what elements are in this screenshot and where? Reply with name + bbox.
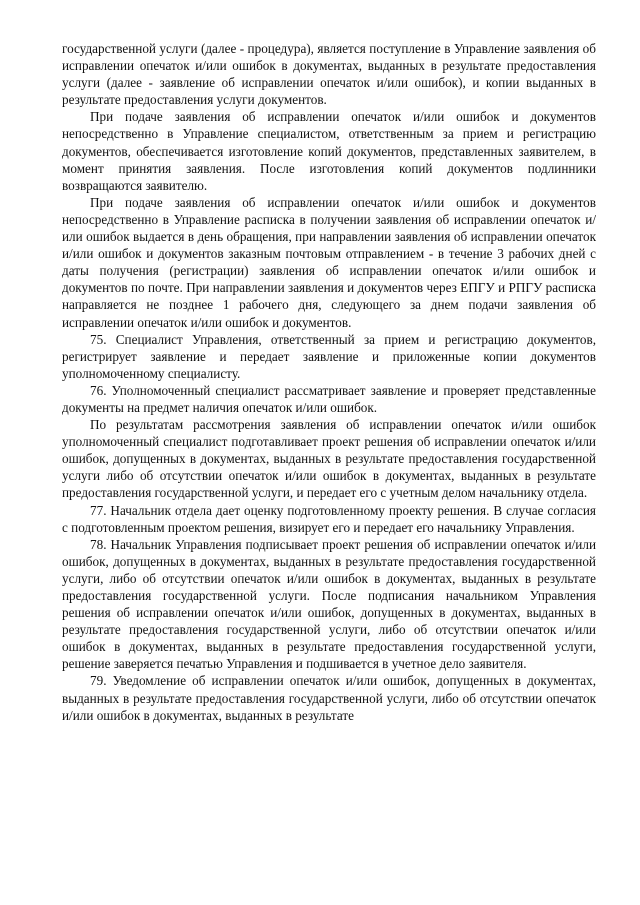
paragraph-item-79: 79. Уведомление об исправлении опечаток и/или ошибок, допущенных в документах, выданных в результате предоставления государственной услуги, либо об отсутствии опечаток и/или ошибок в документах, выданных в результате — [62, 673, 596, 723]
paragraph-item-77: 77. Начальник отдела дает оценку подготовленному проекту решения. В случае согласия с подготовленным проектом решения, визирует его и передает его начальнику Управления. — [62, 502, 596, 535]
paragraph-review-results: По результатам рассмотрения заявления об исправлении опечаток и/или ошибок уполномоченный специалист подготавливает проект решения об исправлении опечаток и/или ошибок, допущенных в документах, выданных в результате предоставления государственной услуги либо об отсутствии опечаток и/или ошибок в документах, выданных в результате предоставления государственной услуги, и передает его с учетным делом начальнику отдела. — [62, 417, 596, 501]
paragraph-continuation: государственной услуги (далее - процедура), является поступление в Управление заявления об исправлении опечаток и/или ошибок в документах, выданных в результате предоставления услуги (далее - заявление об исправлении опечаток и/или ошибок), и копии выданных в результате предоставления услуги документов. — [62, 41, 596, 108]
paragraph-receipt: При подаче заявления об исправлении опечаток и/или ошибок и документов непосредственно в Управление расписка в получении заявления об исправлении опечаток и/или ошибок выдается в день обращения, при направлении заявления об исправлении опечаток и/или ошибок и документов заказным почтовым отправлением - в течение 3 рабочих дней с даты получения (регистрации) заявления об исправлении опечаток и/или ошибок и документов по почте. При направлении заявления и документов через ЕПГУ и РПГУ расписка направляется не позднее 1 рабочего дня, следующего за днем подачи заявления об исправлении опечаток и/или ошибок и документов. — [62, 194, 596, 330]
paragraph-item-78: 78. Начальник Управления подписывает проект решения об исправлении опечаток и/или ошибок, допущенных в документах, выданных в результате предоставления государственной услуги, либо об отсутствии опечаток и/или ошибок в документах, выданных в результате предоставления государственной услуги. После подписания начальником Управления решения об исправлении опечаток и/или ошибок, допущенных в документах, выданных в результате предоставления государственной услуги, либо об отсутствии опечаток и/или ошибок в документах, выданных в результате предоставления государственной услуги, решение заверяется печатью Управления и подшивается в учетное дело заявителя. — [62, 536, 596, 672]
paragraph-copies: При подаче заявления об исправлении опечаток и/или ошибок и документов непосредственно в Управление специалистом, ответственным за прием и регистрацию документов, обеспечивается изготовление копий документов, представленных заявителем, в момент принятия заявления. После изготовления копий документов подлинники возвращаются заявителю. — [62, 109, 596, 193]
paragraph-item-75: 75. Специалист Управления, ответственный за прием и регистрацию документов, регистрирует заявление и передает заявление и приложенные копии документов уполномоченному специалисту. — [62, 331, 596, 381]
paragraph-item-76: 76. Уполномоченный специалист рассматривает заявление и проверяет представленные документы на предмет наличия опечаток и/или ошибок. — [62, 382, 596, 415]
document-page — [62, 40, 596, 724]
